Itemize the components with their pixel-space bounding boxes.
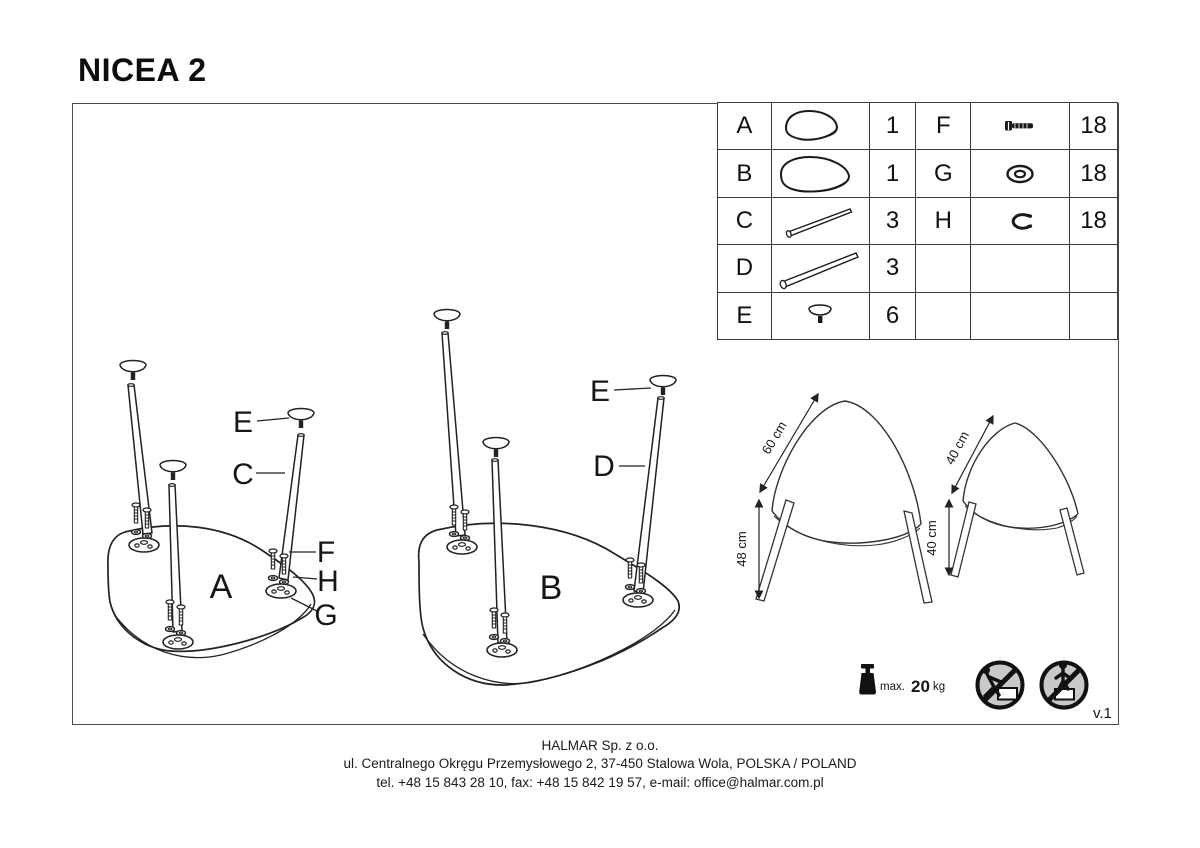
tabletop-small-icon (771, 103, 869, 150)
empty-cell (971, 245, 1070, 292)
table-row (718, 150, 1118, 197)
table-row (718, 197, 1118, 244)
table-row (718, 292, 1118, 339)
foot-cap (288, 409, 314, 429)
foot-cap (120, 361, 146, 381)
callout-cap-e: E (589, 375, 611, 408)
part-qty: 1 (869, 103, 916, 150)
dimension-drawing-large (734, 394, 932, 603)
part-label-a: A (209, 568, 233, 606)
max-load-pictogram (859, 664, 945, 696)
part-letter: D (718, 245, 772, 292)
part-qty: 3 (869, 245, 916, 292)
part-letter: A (718, 103, 772, 150)
max-load-value: 20 (911, 677, 930, 696)
foot-cap (650, 376, 676, 396)
weight-icon (861, 664, 874, 669)
table-row (718, 245, 1118, 292)
footer (0, 737, 1200, 792)
foot-cap (160, 461, 186, 481)
callout-leg-d: D (593, 450, 615, 483)
max-load-label: max. (880, 681, 905, 693)
version-label: v.1 (1093, 705, 1112, 722)
callout-cap-e: E (232, 406, 254, 439)
assembly-diagram-table-a (108, 361, 339, 658)
dim-top-small: 40 cm (942, 428, 972, 468)
dimension-drawing-small (924, 416, 1084, 577)
max-load-unit: kg (933, 681, 946, 693)
part-letter: C (718, 197, 772, 244)
table-row (718, 103, 1118, 150)
part-letter (916, 292, 971, 339)
parts-table (717, 102, 1118, 340)
part-qty (1070, 292, 1118, 339)
washer-icon (971, 150, 1070, 197)
bolt-icon (971, 103, 1070, 150)
part-qty: 1 (869, 150, 916, 197)
part-letter (916, 245, 971, 292)
footer-address: ul. Centralnego Okręgu Przemysłowego 2, 37-450 Stalowa Wola, POLSKA / POLAND (343, 756, 857, 772)
empty-cell (971, 292, 1070, 339)
leg (951, 502, 976, 577)
part-letter: E (718, 292, 772, 339)
foot-cap-icon (771, 292, 869, 339)
instruction-sheet-frame (72, 103, 1119, 725)
callout-leg-c: C (232, 458, 254, 491)
part-letter: G (916, 150, 971, 197)
tabletop-large-icon (771, 150, 869, 197)
part-letter: F (916, 103, 971, 150)
lock-washer-icon (971, 197, 1070, 244)
part-qty: 6 (869, 292, 916, 339)
no-leaning-icon (978, 663, 1023, 708)
leg-long-icon (771, 245, 869, 292)
part-qty: 18 (1070, 150, 1118, 197)
part-label-b: B (539, 569, 563, 607)
dim-height-large: 48 cm (734, 531, 749, 567)
no-standing-icon (1042, 661, 1087, 708)
part-qty: 18 (1070, 103, 1118, 150)
foot-cap (434, 310, 460, 330)
foot-cap (483, 438, 509, 458)
callout-washer-g: G (314, 599, 338, 632)
part-qty (1070, 245, 1118, 292)
page-title: NICEA 2 (78, 52, 207, 88)
part-letter: H (916, 197, 971, 244)
callout-bolt-f: F (316, 536, 336, 569)
part-qty: 18 (1070, 197, 1118, 244)
assembly-diagram-table-b (419, 310, 680, 686)
dim-height-small: 40 cm (924, 520, 939, 556)
part-qty: 3 (869, 197, 916, 244)
footer-company: HALMAR Sp. z o.o. (541, 738, 659, 753)
footer-contact: tel. +48 15 843 28 10, fax: +48 15 842 19 57, e-mail: office@halmar.com.pl (376, 774, 824, 790)
callout-lock-washer-h: H (317, 565, 339, 598)
dim-top-large: 60 cm (758, 418, 790, 457)
part-letter: B (718, 150, 772, 197)
leg-short-icon (771, 197, 869, 244)
